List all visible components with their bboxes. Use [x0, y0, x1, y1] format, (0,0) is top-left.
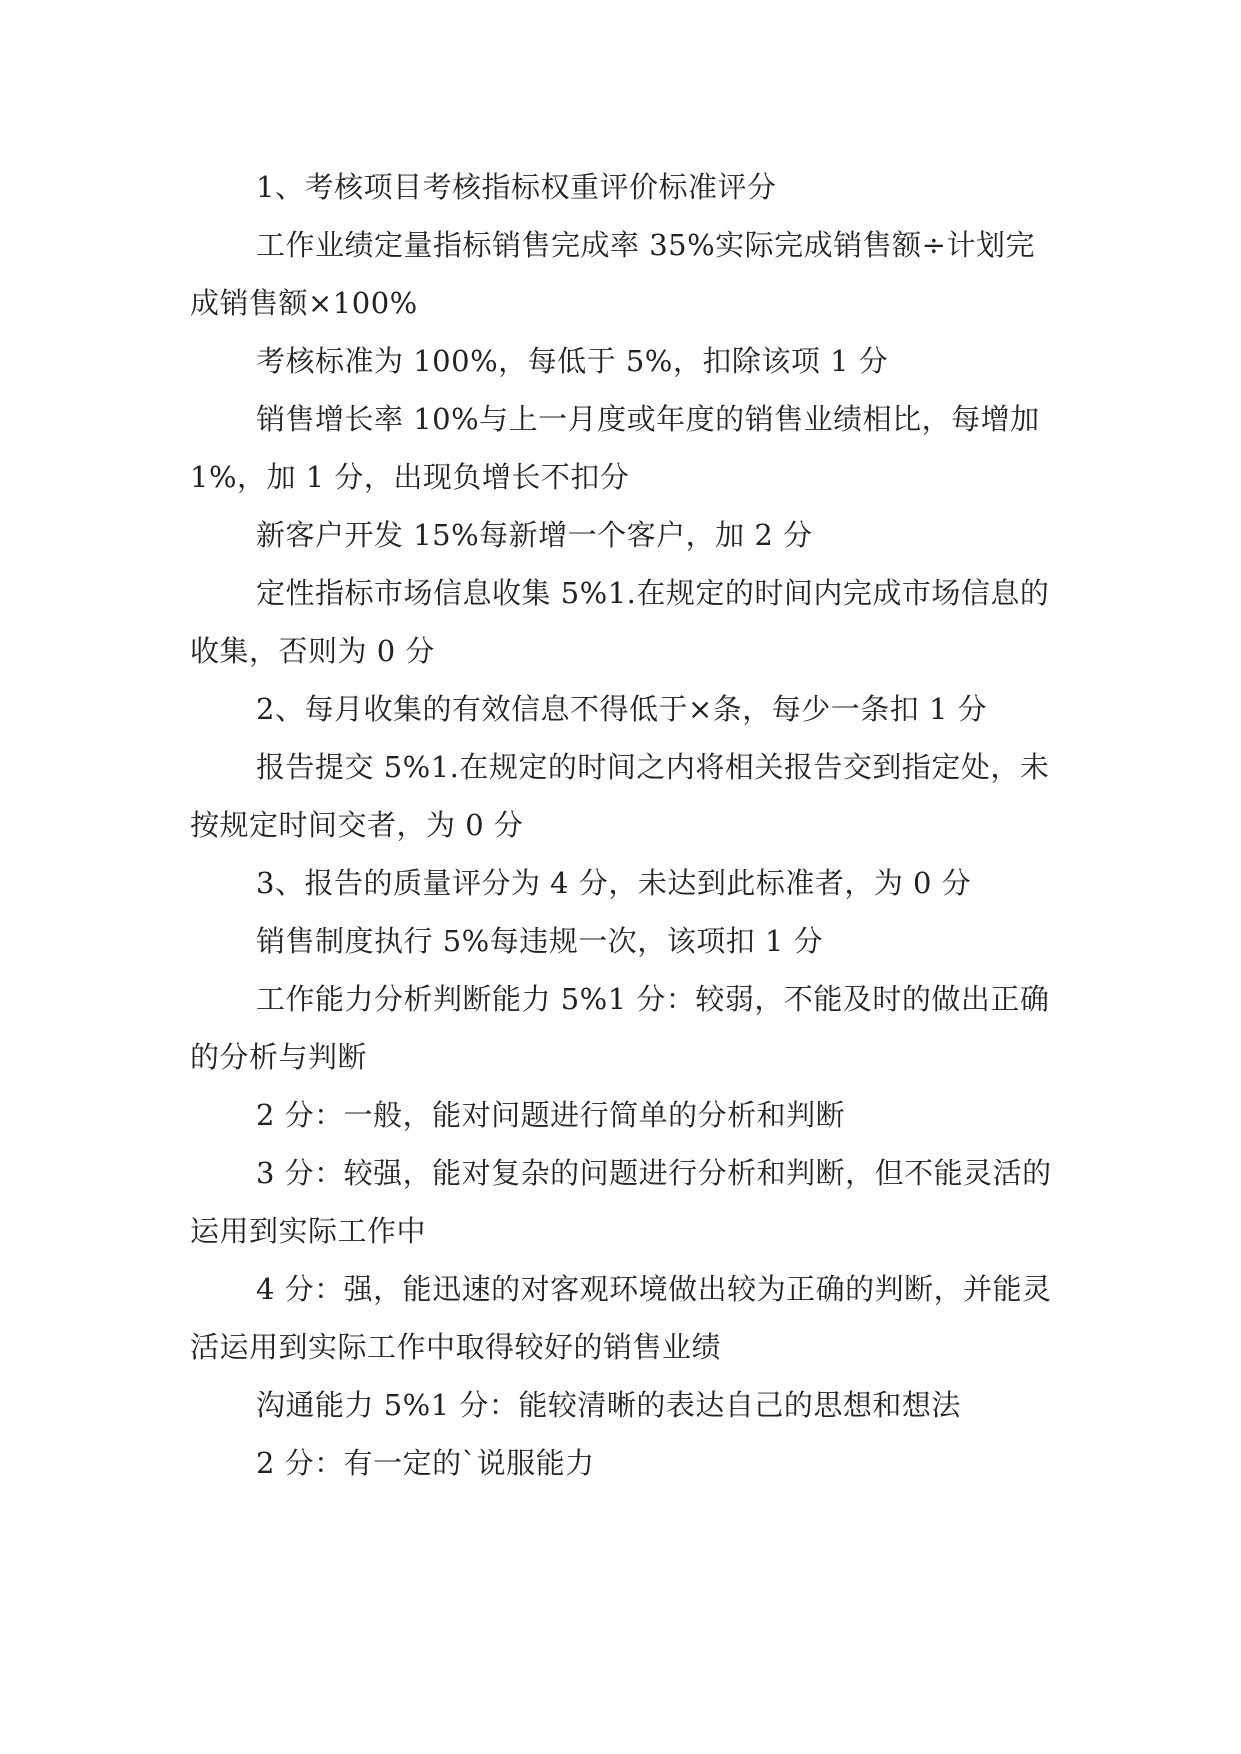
paragraph: 工作能力分析判断能力 5%1 分：较弱，不能及时的做出正确的分析与判断 — [190, 982, 1050, 1074]
paragraph: 销售制度执行 5%每违规一次，该项扣 1 分 — [256, 924, 824, 958]
paragraph: 1、考核项目考核指标权重评价标准评分 — [256, 170, 777, 204]
paragraph: 3、报告的质量评分为 4 分，未达到此标准者，为 0 分 — [256, 866, 972, 900]
paragraph: 4 分：强，能迅速的对客观环境做出较为正确的判断，并能灵活运用到实际工作中取得较好的销售业绩 — [190, 1272, 1052, 1364]
paragraph: 新客户开发 15%每新增一个客户，加 2 分 — [256, 518, 813, 552]
paragraph: 沟通能力 5%1 分：能较清晰的表达自己的思想和想法 — [256, 1388, 961, 1422]
paragraph: 2、每月收集的有效信息不得低于×条，每少一条扣 1 分 — [256, 692, 988, 726]
paragraph: 2 分：一般，能对问题进行简单的分析和判断 — [256, 1098, 846, 1132]
paragraph: 销售增长率 10%与上一月度或年度的销售业绩相比，每增加 1%，加 1 分，出现负增长不扣分 — [190, 402, 1040, 494]
paragraph: 报告提交 5%1.在规定的时间之内将相关报告交到指定处，未按规定时间交者，为 0 分 — [190, 750, 1050, 842]
paragraph: 2 分：有一定的`说服能力 — [256, 1446, 595, 1480]
paragraph: 3 分：较强，能对复杂的问题进行分析和判断，但不能灵活的运用到实际工作中 — [190, 1156, 1052, 1248]
paragraph: 考核标准为 100%，每低于 5%，扣除该项 1 分 — [256, 344, 889, 378]
paragraph: 工作业绩定量指标销售完成率 35%实际完成销售额÷计划完成销售额×100% — [190, 228, 1035, 320]
document-body — [190, 158, 1060, 1492]
paragraph: 定性指标市场信息收集 5%1.在规定的时间内完成市场信息的收集，否则为 0 分 — [190, 576, 1050, 668]
